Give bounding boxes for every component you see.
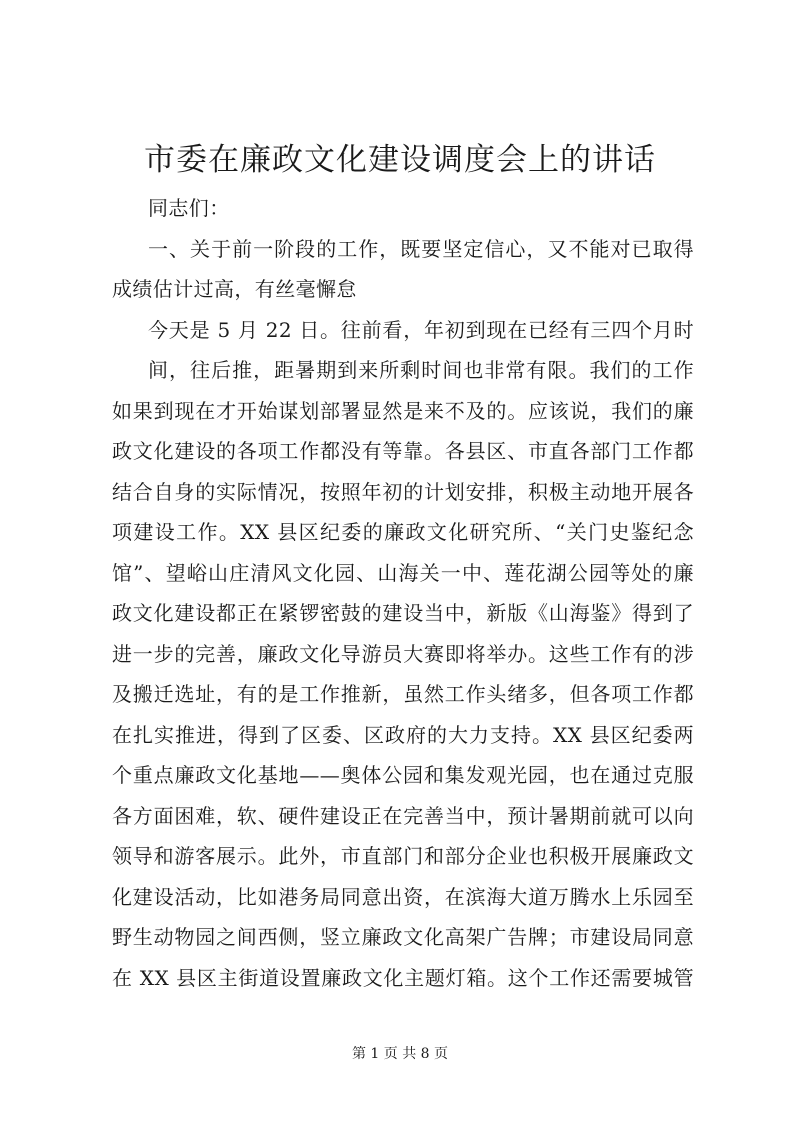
text-line: 成绩估计过高，有丝毫懈怠 [112,277,357,301]
greeting-line: 同志们： [148,196,230,220]
text-line: 间，往后推，距暑期到来所剩时间也非常有限。我们的工作 [148,358,694,382]
text-line: 馆”、望峪山庄清风文化园、山海关一中、莲花湖公园等处的廉 [112,560,694,585]
text-line: 在 XX 县区主街道设置廉政文化主题灯箱。这个工作还需要城管 [112,965,694,990]
text-line: 及搬迁选址，有的是工作推新，虽然工作头绪多，但各项工作都 [112,682,694,706]
text-line: 化建设活动，比如港务局同意出资，在滨海大道万腾水上乐园至 [112,884,694,909]
text-line: 进一步的完善，廉政文化导游员大赛即将举办。这些工作有的涉 [112,641,694,666]
page-number-footer: 第 1 页 共 8 页 [351,1046,449,1062]
document-body [112,188,694,998]
text-line: 项建设工作。XX 县区纪委的廉政文化研究所、“关门史鉴纪念 [112,520,694,544]
text-line: 结合自身的实际情况，按照年初的计划安排，积极主动地开展各 [112,479,694,504]
text-line: 今天是 5 月 22 日。往前看，年初到现在已经有三四个月时 [148,317,694,342]
text-line: 个重点廉政文化基地——奥体公园和集发观光园，也在通过克服 [112,763,694,787]
text-line: 如果到现在才开始谋划部署显然是来不及的。应该说，我们的廉 [112,398,694,423]
text-line: 野生动物园之间西侧，竖立廉政文化高架广告牌；市建设局同意 [112,925,694,949]
text-line: 政文化建设都正在紧锣密鼓的建设当中，新版《山海鉴》得到了 [112,601,694,625]
text-line: 一、关于前一阶段的工作，既要坚定信心，又不能对已取得 [148,236,694,261]
text-line: 政文化建设的各项工作都没有等靠。各县区、市直各部门工作都 [112,439,694,463]
text-line: 各方面困难，软、硬件建设正在完善当中，预计暑期前就可以向 [112,803,694,828]
page-title: 市委在廉政文化建设调度会上的讲话 [144,142,656,178]
text-line: 领导和游客展示。此外，市直部门和部分企业也积极开展廉政文 [112,844,694,868]
text-line: 在扎实推进，得到了区委、区政府的大力支持。XX 县区纪委两 [112,722,694,747]
